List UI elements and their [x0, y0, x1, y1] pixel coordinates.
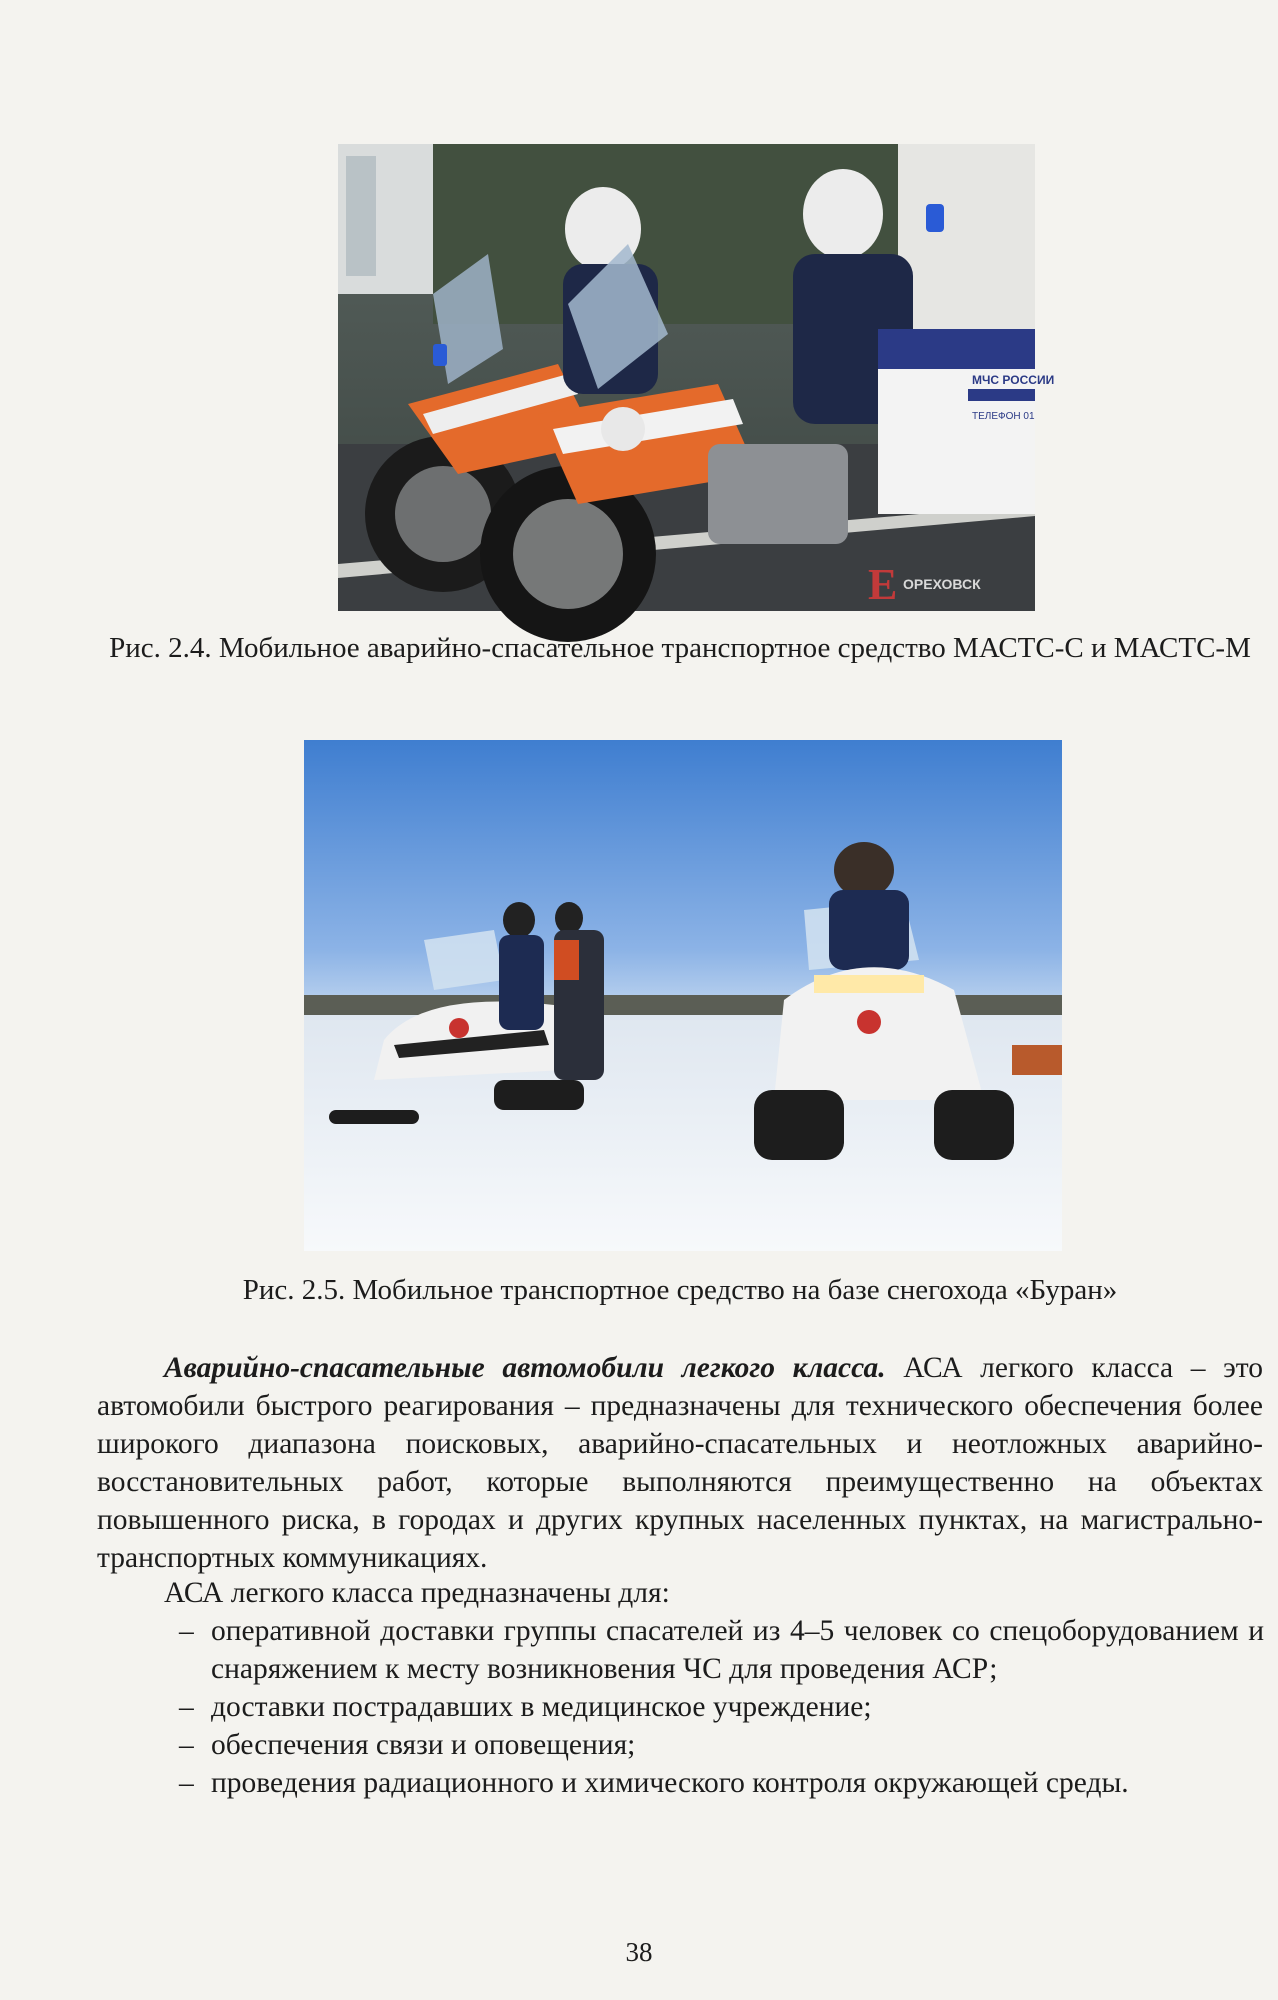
list-item-text: доставки пострадавших в медицинское учреждение;	[211, 1691, 872, 1723]
figure-motorcycles-photo	[338, 144, 1055, 611]
dash-marker: –	[179, 1615, 194, 1647]
dash-marker: –	[179, 1691, 194, 1723]
watermark-letter: Е	[868, 560, 898, 609]
photo-label-mchs: МЧС РОССИИ	[972, 373, 1055, 387]
dash-marker: –	[179, 1729, 194, 1761]
page-number: 38	[625, 1937, 653, 1967]
list-item-text: оперативной доставки группы спасателей из 4–5 человек со спецоборудованием и снаряжением к месту возникновения ЧС для проведения АСР;	[211, 1615, 1264, 1685]
dash-marker: –	[179, 1767, 194, 1799]
purpose-list	[164, 1612, 1264, 1802]
list-item-text: проведения радиационного и химического контроля окружающей среды.	[211, 1767, 1129, 1799]
motorcycles-illustration	[338, 144, 1055, 611]
list-item	[164, 1688, 1264, 1726]
photo-label-phone: ТЕЛЕФОН 01	[972, 411, 1035, 422]
paragraph-lead: Аварийно-спасательные автомобили легкого класса.	[164, 1352, 886, 1384]
list-item	[164, 1764, 1264, 1802]
list-item	[164, 1612, 1264, 1688]
figure-2-4-caption: Рис. 2.4. Мобильное аварийно-спасательное транспортное средство МАСТС-С и МАСТС-М	[109, 632, 1251, 664]
paragraph-purpose-intro: АСА легкого класса предназначены для:	[164, 1577, 670, 1609]
figure-snowmobiles-photo	[304, 740, 1062, 1251]
list-item	[164, 1726, 1264, 1764]
list-item-text: обеспечения связи и оповещения;	[211, 1729, 636, 1761]
watermark-text: ОРЕХОВСК	[903, 576, 981, 592]
paragraph-light-class	[97, 1349, 1263, 1577]
paragraph-body: АСА легкого класса – это автомобили быстрого реагирования – предназначены для технического обеспечения более широкого диапазона поисковых, аварийно-спасательных и неотложных аварийно-восстановительных работ, которые выполняются преимущественно на объектах повышенного риска, в городах и других крупных населенных пунктах, на магистрально-транспортных коммуникациях.	[97, 1352, 1263, 1574]
figure-2-5-caption: Рис. 2.5. Мобильное транспортное средство на базе снегохода «Буран»	[242, 1274, 1118, 1306]
snowmobiles-illustration	[304, 740, 1062, 1251]
